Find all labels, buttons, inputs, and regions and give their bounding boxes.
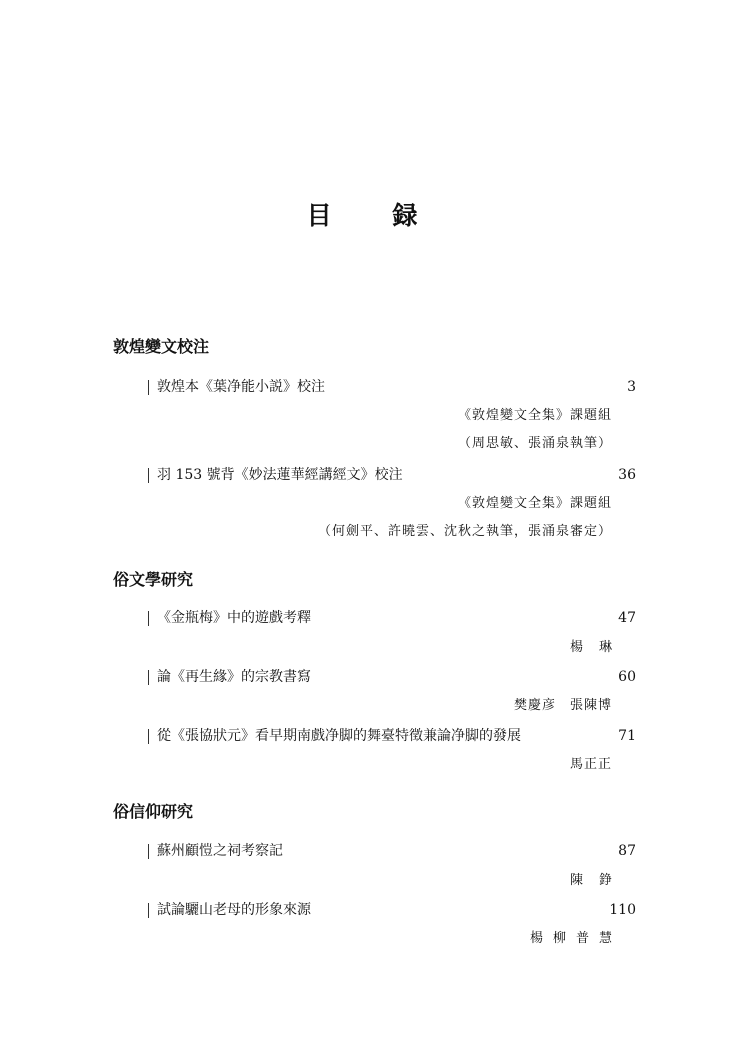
toc-entry[interactable] [148, 725, 636, 747]
entry-marker [148, 670, 149, 685]
toc-entry[interactable] [148, 464, 636, 486]
entry-marker [148, 729, 149, 744]
entry-author: 樊慶彦 張陳博 [513, 698, 612, 713]
entry-marker [148, 903, 149, 918]
entry-title: 蘇州顧愷之祠考察記 [157, 843, 283, 859]
page-number: 47 [618, 610, 636, 626]
entry-title: 敦煌本《葉净能小説》校注 [157, 379, 325, 395]
entry-author: 楊柳普慧 [529, 931, 622, 946]
page-number: 36 [618, 467, 636, 483]
entry-author: 楊琳 [569, 640, 628, 655]
page-number: 3 [627, 379, 636, 395]
entry-marker [148, 611, 149, 626]
entry-title: 從《張協狀元》看早期南戲净脚的舞臺特徵兼論净脚的發展 [157, 728, 521, 744]
entry-title: 試論驪山老母的形象來源 [157, 902, 311, 918]
section-title-folk-belief: 俗信仰研究 [113, 802, 194, 821]
page-number: 60 [618, 669, 636, 685]
page-title: 目 録 [306, 201, 444, 230]
entry-author: 馬正正 [569, 757, 612, 772]
entry-author: （周思敏、張涌泉執筆） [457, 436, 612, 451]
entry-title: 《金瓶梅》中的遊戲考釋 [157, 610, 311, 626]
toc-entry[interactable] [148, 899, 636, 921]
entry-author: 陳錚 [569, 873, 628, 888]
toc-entry[interactable] [148, 376, 636, 398]
toc-entry[interactable] [148, 607, 636, 629]
toc-entry[interactable] [148, 666, 636, 688]
entry-author: （何劍平、許曉雲、沈秋之執筆，張涌泉審定） [317, 524, 612, 539]
entry-title: 羽 153 號背《妙法蓮華經講經文》校注 [157, 467, 403, 483]
page-number: 110 [609, 902, 636, 918]
section-title-folk-literature: 俗文學研究 [113, 570, 194, 589]
entry-marker [148, 380, 149, 395]
section-title-dunhuang: 敦煌變文校注 [113, 337, 210, 356]
page-number: 87 [618, 843, 636, 859]
entry-title: 論《再生緣》的宗教書寫 [157, 669, 311, 685]
toc-entry[interactable] [148, 840, 636, 862]
entry-author: 《敦煌變文全集》課題組 [457, 408, 612, 423]
entry-marker [148, 844, 149, 859]
page-number: 71 [618, 728, 636, 744]
entry-author: 《敦煌變文全集》課題組 [457, 496, 612, 511]
entry-marker [148, 468, 149, 483]
